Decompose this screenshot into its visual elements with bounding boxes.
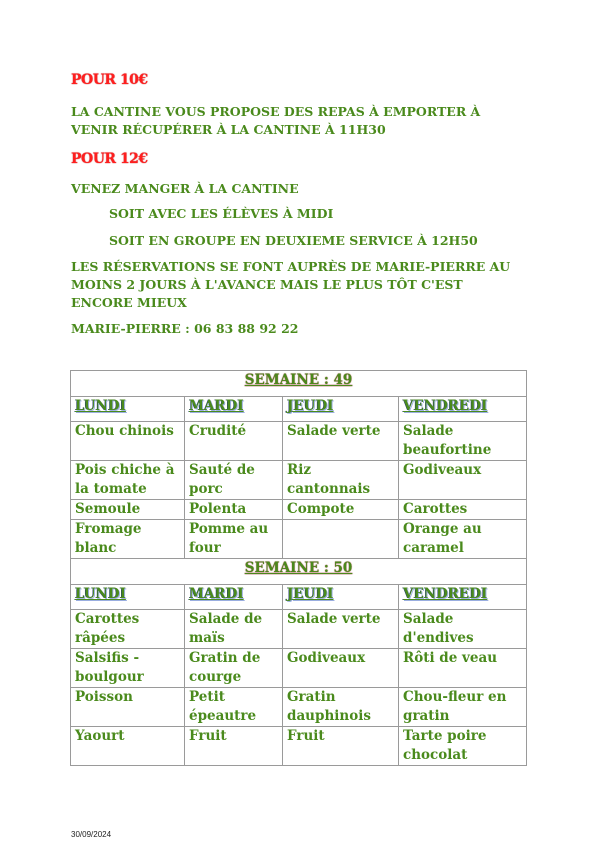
day-header-mardi: MARDI <box>185 585 283 610</box>
day-header-jeudi: JEUDI <box>283 397 399 422</box>
table-row <box>71 649 527 688</box>
day-header-vendredi: VENDREDI <box>399 585 527 610</box>
menu-cell: Salade verte <box>283 610 399 649</box>
menu-cell: Fromage blanc <box>71 520 185 559</box>
menu-cell: Crudité <box>185 422 283 461</box>
contact-phone: MARIE-PIERRE : 06 83 88 92 22 <box>71 321 299 336</box>
menu-cell: Chou chinois <box>71 422 185 461</box>
menu-cell: Semoule <box>71 500 185 520</box>
menu-cell: Godiveaux <box>283 649 399 688</box>
week-title: SEMAINE : 50 <box>71 559 527 585</box>
table-row <box>71 500 527 520</box>
takeaway-line-1: LA CANTINE VOUS PROPOSE DES REPAS À EMPORTER À <box>71 104 481 119</box>
table-row <box>71 727 527 766</box>
reservation-line-3: ENCORE MIEUX <box>71 295 187 310</box>
menu-cell: Pois chiche à la tomate <box>71 461 185 500</box>
table-row <box>71 461 527 500</box>
day-header-jeudi: JEUDI <box>283 585 399 610</box>
table-row <box>71 688 527 727</box>
menu-cell: Fruit <box>185 727 283 766</box>
menu-cell: Salade verte <box>283 422 399 461</box>
day-header-mardi: MARDI <box>185 397 283 422</box>
menu-cell: Compote <box>283 500 399 520</box>
menu-cell: Petit épeautre <box>185 688 283 727</box>
menu-table <box>70 370 527 766</box>
menu-cell: Salade beaufortine <box>399 422 527 461</box>
menu-cell: Carottes râpées <box>71 610 185 649</box>
reservation-line-1: LES RÉSERVATIONS SE FONT AUPRÈS DE MARIE-PIERRE AU <box>71 259 511 274</box>
table-row <box>71 422 527 461</box>
menu-cell: Tarte poire chocolat <box>399 727 527 766</box>
menu-cell: Polenta <box>185 500 283 520</box>
option-students: SOIT AVEC LES ÉLÈVES À MIDI <box>109 206 334 221</box>
menu-cell: Pomme au four <box>185 520 283 559</box>
menu-cell: Yaourt <box>71 727 185 766</box>
menu-cell: Poisson <box>71 688 185 727</box>
week-title: SEMAINE : 49 <box>71 371 527 397</box>
dine-in-line: VENEZ MANGER À LA CANTINE <box>71 181 299 196</box>
menu-cell: Gratin de courge <box>185 649 283 688</box>
menu-cell: Chou-fleur en gratin <box>399 688 527 727</box>
reservation-line-2: MOINS 2 JOURS À L'AVANCE MAIS LE PLUS TÔT C'EST <box>71 277 463 292</box>
menu-cell: Salade d'endives <box>399 610 527 649</box>
menu-cell: Rôti de veau <box>399 649 527 688</box>
price-takeaway: POUR 10€ <box>71 72 148 88</box>
menu-cell: Fruit <box>283 727 399 766</box>
day-header-vendredi: VENDREDI <box>399 397 527 422</box>
menu-cell: Riz cantonnais <box>283 461 399 500</box>
table-row <box>71 520 527 559</box>
table-row <box>71 610 527 649</box>
menu-cell: Godiveaux <box>399 461 527 500</box>
menu-cell: Gratin dauphinois <box>283 688 399 727</box>
menu-cell <box>283 520 399 559</box>
menu-cell: Carottes <box>399 500 527 520</box>
menu-cell: Sauté de porc <box>185 461 283 500</box>
price-dine-in: POUR 12€ <box>71 151 148 167</box>
day-header-lundi: LUNDI <box>71 397 185 422</box>
footer-date: 30/09/2024 <box>71 830 112 839</box>
option-group: SOIT EN GROUPE EN DEUXIEME SERVICE À 12H50 <box>109 233 478 248</box>
menu-cell: Salade de maïs <box>185 610 283 649</box>
day-header-lundi: LUNDI <box>71 585 185 610</box>
menu-cell: Orange au caramel <box>399 520 527 559</box>
takeaway-line-2: VENIR RÉCUPÉRER À LA CANTINE À 11H30 <box>71 122 386 137</box>
menu-cell: Salsifis - boulgour <box>71 649 185 688</box>
